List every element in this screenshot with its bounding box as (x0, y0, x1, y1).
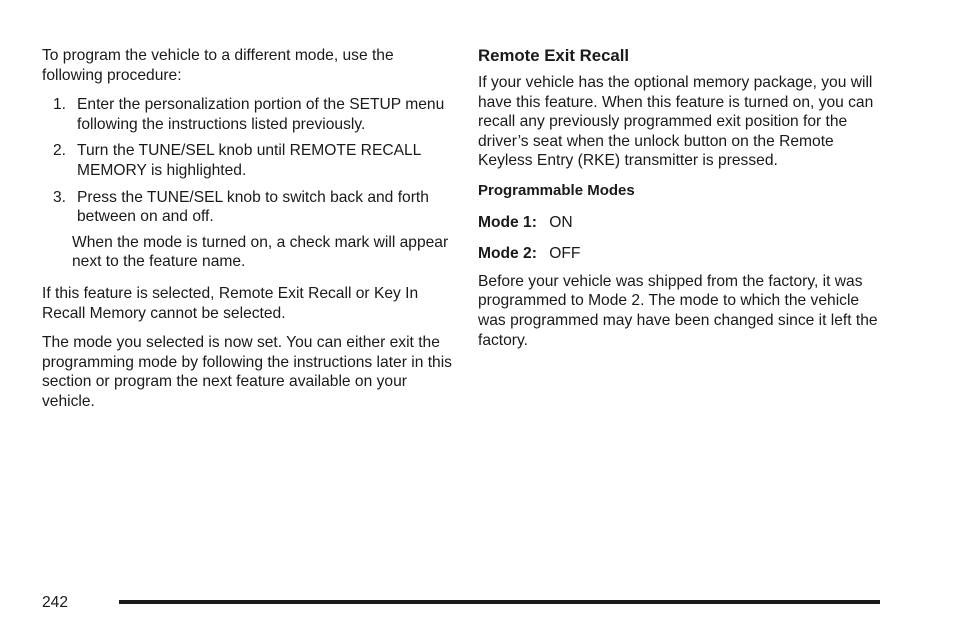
feature-description: If your vehicle has the optional memory package, you will have this feature. When this feature is turned on, you can recall any previously programmed exit position for the driver’s seat when the unlock button on the Remote Keyless Entry (RKE) transmitter is pressed. (478, 74, 874, 170)
left-column (42, 46, 452, 422)
mode-value: OFF (549, 245, 581, 263)
step-note: When the mode is turned on, a check mark will appear next to the feature name. (72, 233, 449, 271)
list-item (42, 95, 452, 134)
mode-value: ON (549, 213, 573, 231)
step-number: 2. (53, 142, 67, 160)
step-text: Enter the personalization portion of the SETUP menu following the instructions listed previously. (77, 96, 445, 133)
footer-rule (119, 600, 880, 604)
step-number: 1. (53, 96, 67, 114)
list-item (42, 188, 452, 227)
mode-2-row (478, 244, 878, 264)
step-text: Press the TUNE/SEL knob to switch back and forth between on and off. (77, 188, 429, 226)
mode-label: Mode 2: (478, 245, 537, 263)
step-text: Turn the TUNE/SEL knob until REMOTE RECALL MEMORY is highlighted. (77, 142, 421, 179)
mode-1-row (478, 213, 878, 233)
page-number: 242 (42, 594, 69, 611)
procedure-list (42, 95, 452, 227)
list-item (42, 141, 452, 180)
programmable-modes-heading: Programmable Modes (478, 181, 635, 199)
intro-paragraph: To program the vehicle to a different mode, use the following procedure: (42, 47, 394, 84)
mode-label: Mode 1: (478, 213, 537, 231)
factory-note: Before your vehicle was shipped from the factory, it was programmed to Mode 2. The mode to which the vehicle was programmed may have been changed since it left the factory. (478, 272, 878, 349)
section-heading: Remote Exit Recall (478, 46, 630, 65)
right-column (478, 46, 878, 360)
mode-set-paragraph: The mode you selected is now set. You can either exit the programming mode by following the instructions later in this section or program the next feature available on your vehicle. (42, 334, 452, 410)
selection-paragraph: If this feature is selected, Remote Exit Recall or Key In Recall Memory cannot be selected. (42, 284, 419, 322)
step-number: 3. (53, 188, 67, 206)
